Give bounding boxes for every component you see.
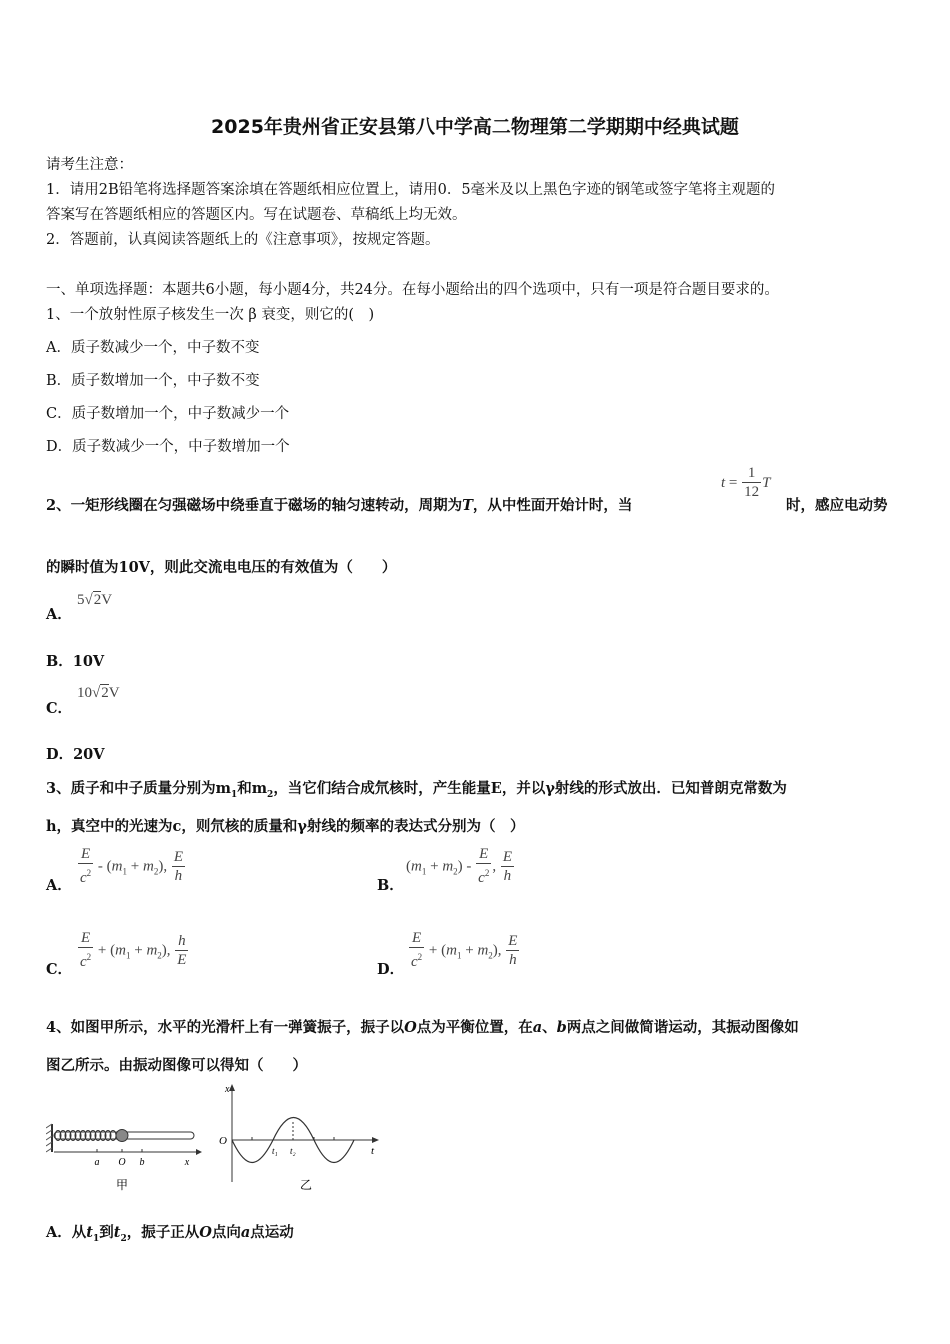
q1-option-a: A．质子数减少一个，中子数不变 xyxy=(46,340,260,356)
label-x: x xyxy=(184,1157,190,1168)
label-a: a xyxy=(94,1157,100,1168)
q3-option-d-label: D． xyxy=(377,961,405,978)
figure-jia-caption: 甲 xyxy=(115,1178,129,1192)
q1-option-b: B．质子数增加一个，中子数不变 xyxy=(46,373,260,389)
label-t2: t₂ xyxy=(290,1146,296,1156)
label-t: t xyxy=(371,1145,375,1157)
q2-stem-line2: 的瞬时值为10V，则此交流电电压的有效值为（ ） xyxy=(46,559,397,576)
x-axis-vertical-arrow xyxy=(229,1084,235,1091)
q3-stem-line1: 3、质子和中子质量分别为$m_1$和$m_2$，当它们结合成氘核时，产生能量E，并以γ射线的形式放出．已知普朗克常数为 xyxy=(46,780,787,800)
label-x-axis: x xyxy=(225,1084,230,1095)
q4-figure-vibration-graph xyxy=(214,1082,384,1198)
q2-option-c-value: 10√2V xyxy=(77,685,120,701)
figure-yi-caption: 乙 xyxy=(299,1178,313,1192)
label-origin: O xyxy=(219,1135,227,1147)
q2-option-b: B．10V xyxy=(46,653,105,670)
q4-option-a: A．从$t_1$到$t_2$，振子正从O点向a点运动 xyxy=(46,1224,294,1244)
q2-fraction: $\frac{1}{12}$ xyxy=(744,465,760,500)
t-axis-arrow xyxy=(372,1137,379,1143)
label-t1: t₁ xyxy=(272,1146,278,1156)
q4-figure-spring-oscillator xyxy=(46,1118,206,1198)
q2-option-a-label: A． xyxy=(46,606,72,623)
section-heading: 一、单项选择题：本题共6小题，每小题4分，共24分。在每小题给出的四个选项中，只有一项是符合题目要求的。 xyxy=(46,282,779,298)
q3-option-d-formula: $\frac{E}{c^2}$ + $(m_1 + m_2)$, $\frac{E}{h}$ xyxy=(411,930,518,970)
q1-option-d: D．质子数减少一个，中子数增加一个 xyxy=(46,439,290,455)
q4-stem-line1: 4、如图甲所示，水平的光滑杆上有一弹簧振子，振子以O点为平衡位置，在a、b两点之间做简谐运动，其振动图像如 xyxy=(46,1019,799,1036)
q2-stem: 2、一矩形线圈在匀强磁场中绕垂直于磁场的轴匀速转动，周期为T，从中性面开始计时，当 xyxy=(46,497,633,514)
notice-heading: 请考生注意： xyxy=(46,157,133,173)
label-O: O xyxy=(118,1157,126,1168)
oscillator-ball xyxy=(116,1130,128,1142)
x-axis-arrow xyxy=(196,1149,202,1155)
q3-option-c-formula: $\frac{E}{c^2}$ + $(m_1 + m_2)$, $\frac{h}{E}$ xyxy=(80,930,187,970)
q3-option-a-label: A． xyxy=(46,877,72,894)
notice-line-1a: 1．请用2B铅笔将选择题答案涂填在答题纸相应位置上，请用0．5毫米及以上黑色字迹的钢笔或签字笔将主观题的 xyxy=(46,182,776,198)
q2-option-c-label: C． xyxy=(46,700,73,717)
q3-stem-line2: h，真空中的光速为c，则氘核的质量和γ射线的频率的表达式分别为（ ） xyxy=(46,818,525,835)
notice-line-1b: 答案写在答题纸相应的答题区内。写在试题卷、草稿纸上均无效。 xyxy=(46,207,467,223)
q1-option-c: C．质子数增加一个，中子数减少一个 xyxy=(46,406,290,422)
q3-option-b-formula: $(m_1 + m_2)$ - $\frac{E}{c^2}$ , $\frac{E}{h}$ xyxy=(406,846,512,886)
q2-time-formula: t = $\frac{1}{12}$ T xyxy=(721,465,771,500)
q3-option-c-label: C． xyxy=(46,961,73,978)
q3-option-a-formula: $\frac{E}{c^2}$ - $(m_1 + m_2)$, $\frac{E}{h}$ xyxy=(80,846,183,886)
q2-option-a-value: 5√2V xyxy=(77,592,113,608)
label-b: b xyxy=(139,1157,145,1168)
notice-line-2: 2．答题前，认真阅读答题纸上的《注意事项》，按规定答题。 xyxy=(46,232,440,248)
q1-stem: 1、一个放射性原子核发生一次 β 衰变，则它的( ) xyxy=(46,307,375,323)
q2-option-d: D．20V xyxy=(46,746,105,763)
q4-stem-line2: 图乙所示。由振动图像可以得知（ ） xyxy=(46,1057,307,1074)
q2-stem-tail: 时，感应电动势 xyxy=(786,497,888,514)
page-title: 2025年贵州省正安县第八中学高二物理第二学期期中经典试题 xyxy=(211,116,739,138)
q3-option-b-label: B． xyxy=(377,877,404,894)
